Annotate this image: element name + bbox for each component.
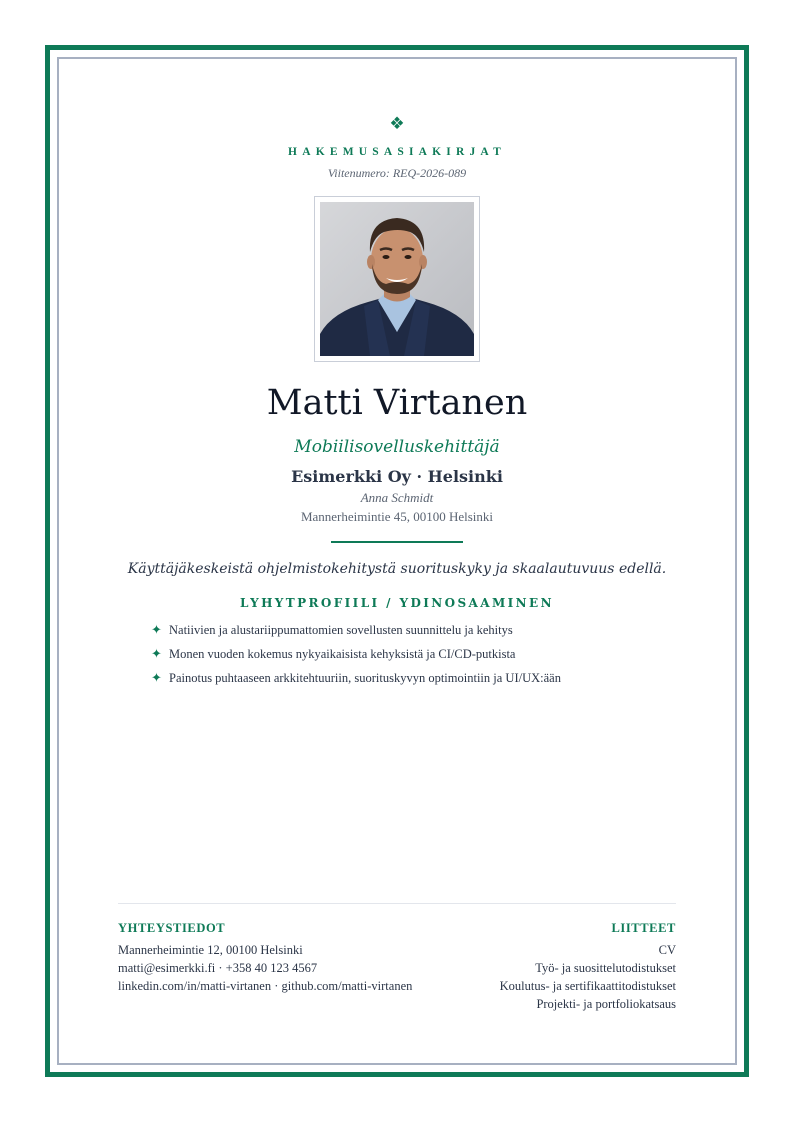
attachment-item: Projekti- ja portfoliokatsaus bbox=[536, 997, 676, 1011]
reference-number: Viitenumero: REQ-2026-089 bbox=[327, 166, 467, 180]
document-type: HAKEMUSASIAKIRJAT bbox=[288, 146, 506, 158]
list-item bbox=[151, 642, 671, 666]
recipient-contact-person: Anna Schmidt bbox=[360, 490, 434, 505]
list-item-text: Monen vuoden kokemus nykyaikaisista kehyksistä ja CI/CD-putkista bbox=[169, 647, 516, 661]
divider-rule bbox=[331, 541, 463, 543]
profile-photo bbox=[314, 196, 480, 362]
tagline: Käyttäjäkeskeistä ohjelmistokehitystä suorituskyky ja skaalautuvuus edellä. bbox=[127, 561, 667, 577]
list-item bbox=[151, 618, 671, 642]
recipient-address: Mannerheimintie 45, 00100 Helsinki bbox=[300, 509, 494, 524]
contact-email-phone: matti@esimerkki.fi · +358 40 123 4567 bbox=[118, 961, 318, 975]
list-item-text: Natiivien ja alustariippumattomien sovellusten suunnittelu ja kehitys bbox=[169, 623, 513, 637]
attachment-item: Työ- ja suosittelutodistukset bbox=[535, 961, 676, 975]
ornament-icon: ❖ bbox=[389, 114, 405, 134]
contact-heading: YHTEYSTIEDOT bbox=[118, 921, 226, 935]
applicant-name: Matti Virtanen bbox=[266, 383, 528, 423]
list-item bbox=[151, 666, 671, 690]
profile-heading: LYHYTPROFIILI / YDINOSAAMINEN bbox=[240, 596, 554, 610]
footer-divider bbox=[118, 903, 676, 904]
star-bullet-icon: ✦ bbox=[151, 646, 162, 661]
profile-list bbox=[151, 618, 671, 690]
attachment-item: Koulutus- ja sertifikaattitodistukset bbox=[499, 979, 676, 993]
portrait-image bbox=[320, 202, 474, 356]
list-item-text: Painotus puhtaaseen arkkitehtuuriin, suorituskyvyn optimointiin ja UI/UX:ään bbox=[169, 671, 561, 685]
attachments-section bbox=[420, 920, 676, 1013]
star-bullet-icon: ✦ bbox=[151, 670, 162, 685]
recipient-company: Esimerkki Oy · Helsinki bbox=[291, 467, 503, 486]
attachments-heading: LIITTEET bbox=[611, 921, 676, 935]
contact-links: linkedin.com/in/matti-virtanen · github.com/matti-virtanen bbox=[118, 979, 413, 993]
job-title: Mobiilisovelluskehittäjä bbox=[294, 437, 500, 457]
contact-address: Mannerheimintie 12, 00100 Helsinki bbox=[118, 943, 303, 957]
attachment-item: CV bbox=[658, 943, 676, 957]
star-bullet-icon: ✦ bbox=[151, 622, 162, 637]
